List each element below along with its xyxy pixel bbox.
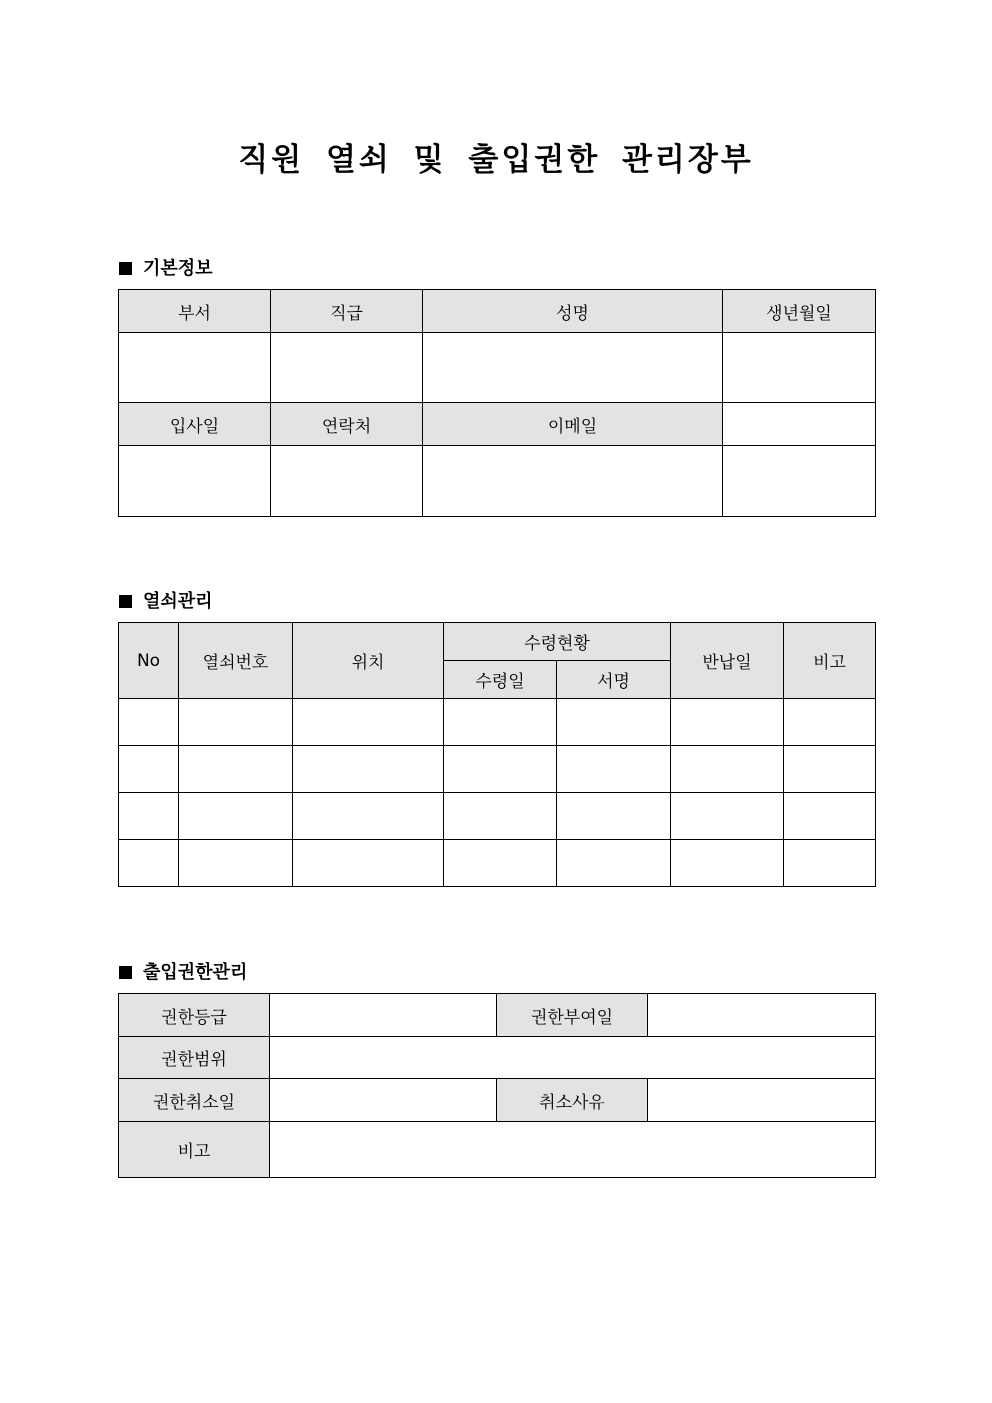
label-hire-date: 입사일 — [119, 403, 271, 446]
square-bullet-icon — [119, 262, 132, 275]
cell-return-date[interactable] — [671, 840, 784, 887]
table-row — [119, 840, 876, 887]
label-position: 직급 — [271, 290, 423, 333]
label-permission-grade: 권한등급 — [119, 994, 270, 1037]
header-signature: 서명 — [557, 661, 671, 699]
label-permission-scope: 권한범위 — [119, 1037, 270, 1079]
cell-remarks[interactable] — [784, 746, 876, 793]
table-row — [119, 699, 876, 746]
cell-receipt-date[interactable] — [444, 793, 557, 840]
field-revoke-reason[interactable] — [648, 1079, 876, 1122]
cell-remarks[interactable] — [784, 699, 876, 746]
label-remarks: 비고 — [119, 1122, 270, 1178]
label-birth-date: 생년월일 — [723, 290, 876, 333]
field-contact[interactable] — [271, 446, 423, 517]
basic-info-table — [118, 289, 876, 517]
key-management-table — [118, 622, 876, 887]
table-row — [119, 793, 876, 840]
label-email: 이메일 — [423, 403, 723, 446]
section-heading-label: 열쇠관리 — [143, 591, 213, 612]
field-remarks[interactable] — [270, 1122, 876, 1178]
cell-signature[interactable] — [557, 793, 671, 840]
label-contact: 연락처 — [271, 403, 423, 446]
section-title-basic-info — [119, 254, 213, 280]
cell-receipt-date[interactable] — [444, 699, 557, 746]
square-bullet-icon — [119, 595, 132, 608]
cell-location[interactable] — [293, 699, 444, 746]
cell-no[interactable] — [119, 746, 179, 793]
field-birth-date[interactable] — [723, 333, 876, 403]
field-name[interactable] — [423, 333, 723, 403]
section-heading-label: 출입권한관리 — [143, 962, 248, 983]
field-grant-date[interactable] — [648, 994, 876, 1037]
section-title-access-management — [119, 958, 247, 984]
field-permission-grade[interactable] — [270, 994, 497, 1037]
cell-remarks[interactable] — [784, 840, 876, 887]
page-title: 직원 열쇠 및 출입권한 관리장부 — [238, 142, 754, 178]
cell-no[interactable] — [119, 793, 179, 840]
cell-no[interactable] — [119, 699, 179, 746]
cell-remarks[interactable] — [784, 793, 876, 840]
header-receipt-date: 수령일 — [444, 661, 557, 699]
cell-return-date[interactable] — [671, 793, 784, 840]
cell-location[interactable] — [293, 840, 444, 887]
cell-return-date[interactable] — [671, 746, 784, 793]
label-grant-date: 권한부여일 — [497, 994, 648, 1037]
field-revoke-date[interactable] — [270, 1079, 497, 1122]
cell-signature[interactable] — [557, 840, 671, 887]
cell-signature[interactable] — [557, 746, 671, 793]
cell-key-number[interactable] — [179, 840, 293, 887]
cell-key-number[interactable] — [179, 746, 293, 793]
cell-location[interactable] — [293, 746, 444, 793]
cell-receipt-date[interactable] — [444, 840, 557, 887]
section-title-key-management — [119, 587, 213, 613]
cell-location[interactable] — [293, 793, 444, 840]
label-department: 부서 — [119, 290, 271, 333]
header-return-date: 반납일 — [671, 623, 784, 699]
cell-key-number[interactable] — [179, 699, 293, 746]
cell-key-number[interactable] — [179, 793, 293, 840]
field-department[interactable] — [119, 333, 271, 403]
header-no: No — [119, 623, 179, 699]
header-receipt-status: 수령현황 — [444, 623, 671, 661]
field-blank-cell[interactable] — [723, 446, 876, 517]
cell-receipt-date[interactable] — [444, 746, 557, 793]
square-bullet-icon — [119, 966, 132, 979]
table-row — [119, 746, 876, 793]
cell-signature[interactable] — [557, 699, 671, 746]
cell-no[interactable] — [119, 840, 179, 887]
field-position[interactable] — [271, 333, 423, 403]
label-revoke-date: 권한취소일 — [119, 1079, 270, 1122]
field-hire-date[interactable] — [119, 446, 271, 517]
access-management-table — [118, 993, 876, 1178]
header-location: 위치 — [293, 623, 444, 699]
label-name: 성명 — [423, 290, 723, 333]
field-email[interactable] — [423, 446, 723, 517]
section-heading-label: 기본정보 — [143, 258, 213, 279]
label-revoke-reason: 취소사유 — [497, 1079, 648, 1122]
header-key-number: 열쇠번호 — [179, 623, 293, 699]
header-remarks: 비고 — [784, 623, 876, 699]
cell-return-date[interactable] — [671, 699, 784, 746]
field-blank-cell[interactable] — [723, 403, 876, 446]
field-permission-scope[interactable] — [270, 1037, 876, 1079]
